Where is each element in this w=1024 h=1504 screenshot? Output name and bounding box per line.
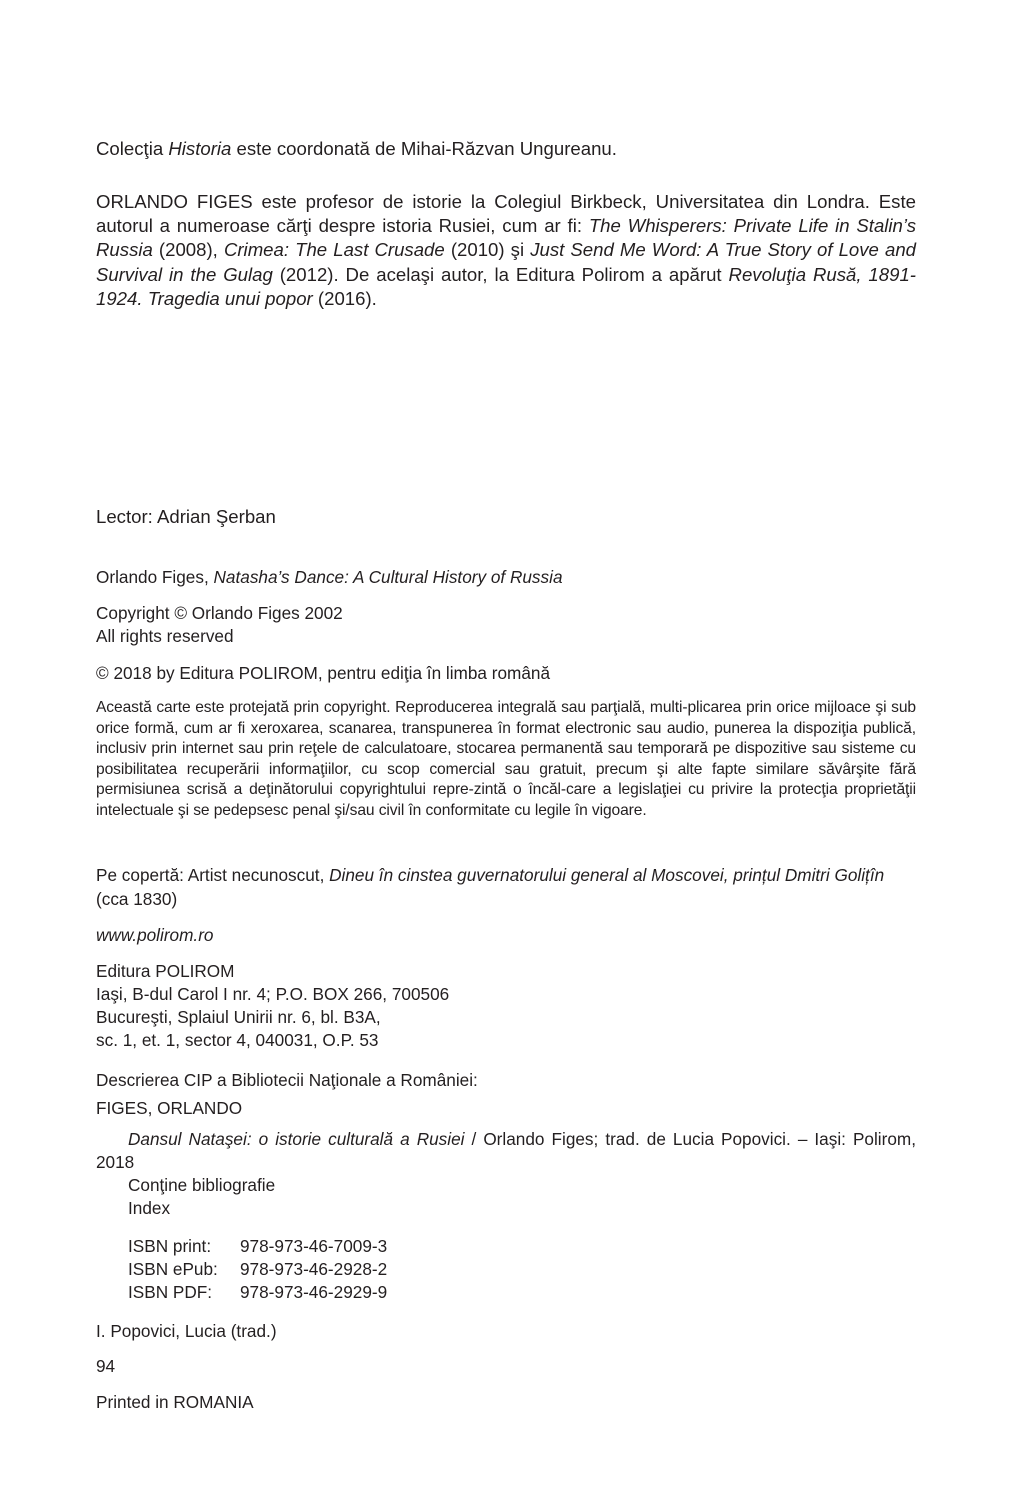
isbn-row: ISBN ePub: 978-973-46-2928-2 [128,1259,388,1279]
lector: Lector: Adrian Şerban [96,506,276,527]
cip-title-entry: Dansul Nataşei: o istorie culturală a Rusiei / Orlando Figes; trad. de Lucia Popovici. – Iaşi: Polirom, 2018 [96,1129,916,1172]
author-bio: ORLANDO FIGES este profesor de istorie la Colegiul Birkbeck, Universitatea din Londra. Este autorul a numeroase cărţi despre istoria Rusiei, cum ar fi: The Whisperers: Private Life in Stalin’s Russia (2008), Crimea: The Last Crusade (2010) şi Just Send Me Word: A True Story of Love and Survival in the Gulag (2012). De acelaşi autor, la Editura Polirom a apărut Revoluţia Rusă, 1891-1924. Tragedia unui popor (2016). [96,191,917,309]
series-name: Historia [168,138,232,159]
isbn-row: ISBN PDF: 978-973-46-2929-9 [128,1282,388,1302]
legal-notice: Această carte este protejată prin copyright. Reproducerea integrală sau parţială, multi-plicarea prin orice mijloace şi sub orice formă, cum ar fi xeroxarea, scanarea, transpunerea în format electronic sau audio, punerea la dispoziţia publică, inclusiv prin internet sau prin reţele de calculatoare, stocarea permanentă sau temporară pe dispozitive sau sisteme cu posibilitatea recuperării informaţiilor, cu scop comercial sau gratuit, precum şi alte fapte similare săvârşite fără permisiunea scrisă a deţinătorului copyrightului repre-zintă o încăl-care a legislaţiei cu privire la protecţia proprietăţii intelectuale şi se pedepsesc penal şi/sau civil în conformitate cu legile în vigoare. [96,699,916,819]
copyright-notice: Copyright © Orlando Figes 2002 All rights reserved [96,603,343,646]
website-link[interactable]: www.polirom.ro [96,925,214,945]
isbn-list [96,1235,387,1304]
book-title: Revoluţia Rusă, 1891-1924. Tragedia unui popor [96,263,916,309]
cip-classification: 94 [96,1356,116,1376]
cip-translator: I. Popovici, Lucia (trad.) [96,1321,277,1341]
publisher-name: Editura POLIROM [96,961,235,981]
cip-author: FIGES, ORLANDO [96,1098,243,1118]
collection-note: Colecţia Historia este coordonată de Mihai-Răzvan Ungureanu. [96,138,617,159]
book-title: The Whisperers: Private Life in Stalin’s Russia [96,215,916,261]
printed-in: Printed in ROMANIA [96,1392,254,1412]
cip-heading: Descrierea CIP a Bibliotecii Naţionale a României: [96,1070,478,1090]
publisher-address: Editura POLIROM Iaşi, B-dul Carol I nr. 4; P.O. BOX 266, 700506 Bucureşti, Splaiul Unirii nr. 6, bl. B3A, sc. 1, et. 1, sector 4, 040031, O.P. 53 [96,961,450,1050]
original-title: Orlando Figes, Natasha’s Dance: A Cultural History of Russia [96,567,563,587]
cip-record: Dansul Nataşei: o istorie culturală a Rusiei / Orlando Figes; trad. de Lucia Popovici. – Iaşi: Polirom, 2018 Conţine bibliografie Index [96,1129,916,1218]
book-title: Just Send Me Word: A True Story of Love and Survival in the Gulag [96,239,917,285]
cover-credit: Pe copertă: Artist necunoscut, Dineu în cinstea guvernatorului general al Moscovei, prințul Dmitri Golițîn (cca 1830) [96,865,885,909]
edition-rights: © 2018 by Editura POLIROM, pentru ediţia în limba română [96,663,551,683]
isbn-row: ISBN print: 978-973-46-7009-3 [128,1236,388,1256]
copyright-page [96,0,916,1504]
cover-artwork-title: Dineu în cinstea guvernatorului general al Moscovei, prințul Dmitri Golițîn [329,865,885,885]
book-title: Crimea: The Last Crusade [223,239,445,261]
